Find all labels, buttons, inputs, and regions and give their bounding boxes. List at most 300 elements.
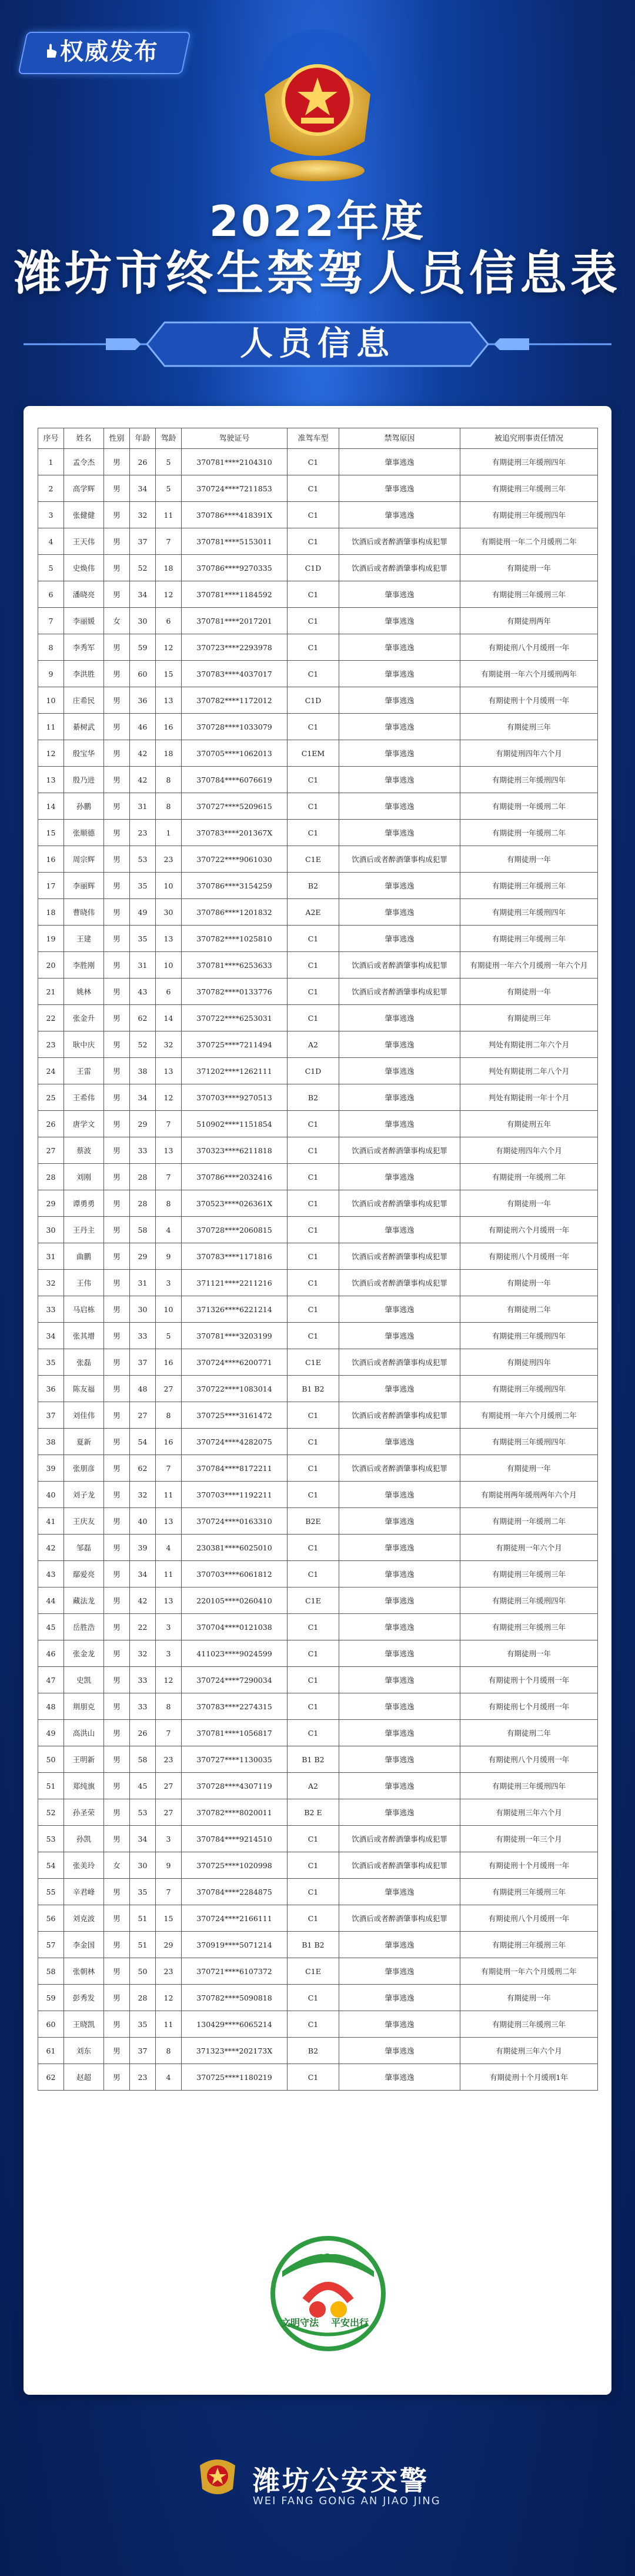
table-cell: 37 xyxy=(130,1349,156,1376)
table-cell: 唐学文 xyxy=(64,1111,104,1137)
table-row xyxy=(38,1932,598,1958)
table-cell: 肇事逃逸 xyxy=(339,1217,460,1243)
table-cell: 370724****7290034 xyxy=(182,1667,288,1693)
table-cell: 370727****1130035 xyxy=(182,1746,288,1773)
table-cell: 肇事逃逸 xyxy=(339,1587,460,1614)
table-cell: 刘刚 xyxy=(64,1164,104,1190)
table-cell: 35 xyxy=(130,2011,156,2038)
table-cell: 有期徒刑三年缓刑三年 xyxy=(460,1614,598,1640)
table-cell: 綦树武 xyxy=(64,714,104,740)
table-cell: 李金国 xyxy=(64,1932,104,1958)
table-cell: 13 xyxy=(156,1587,182,1614)
table-cell: 370722****6253031 xyxy=(182,1005,288,1031)
table-cell: 有期徒刑七个月缓刑一年 xyxy=(460,1693,598,1720)
table-cell: 370781****5153011 xyxy=(182,528,288,555)
table-cell: 有期徒刑一年 xyxy=(460,979,598,1005)
table-cell: 王雷 xyxy=(64,1058,104,1084)
table-cell: C1 xyxy=(288,1270,339,1296)
table-cell: 32 xyxy=(130,502,156,528)
table-cell: 有期徒刑一年缓刑二年 xyxy=(460,1164,598,1190)
table-cell: 男 xyxy=(104,899,130,926)
table-row xyxy=(38,1031,598,1058)
table-cell: 肇事逃逸 xyxy=(339,1005,460,1031)
table-header-row xyxy=(38,428,598,449)
table-cell: 有期徒刑六个月缓刑一年 xyxy=(460,1217,598,1243)
table-cell: 10 xyxy=(156,1296,182,1323)
table-cell: 370784****2284875 xyxy=(182,1879,288,1905)
column-header: 禁驾原因 xyxy=(339,428,460,449)
table-cell: 陈友福 xyxy=(64,1376,104,1402)
table-cell: 男 xyxy=(104,1508,130,1535)
table-cell: 16 xyxy=(156,1429,182,1455)
table-cell: 王希伟 xyxy=(64,1084,104,1111)
table-row xyxy=(38,952,598,979)
table-row xyxy=(38,1535,598,1561)
table-cell: 肇事逃逸 xyxy=(339,2064,460,2091)
table-cell: 肇事逃逸 xyxy=(339,1879,460,1905)
table-row xyxy=(38,1799,598,1826)
table-cell: 4 xyxy=(156,1535,182,1561)
table-cell: 370703****1192211 xyxy=(182,1482,288,1508)
table-cell: 39 xyxy=(130,1535,156,1561)
table-cell: 23 xyxy=(38,1031,64,1058)
table-cell: 62 xyxy=(38,2064,64,2091)
section-title: 人员信息 xyxy=(240,325,395,363)
table-cell: 28 xyxy=(38,1164,64,1190)
table-cell: 肇事逃逸 xyxy=(339,1482,460,1508)
table-cell: 56 xyxy=(38,1905,64,1932)
table-cell: 判处有期徒刑一年十个月 xyxy=(460,1084,598,1111)
table-cell: 高洪山 xyxy=(64,1720,104,1746)
table-row xyxy=(38,1243,598,1270)
table-cell: 饮酒后或者醉酒肇事构成犯罪 xyxy=(339,1826,460,1852)
table-cell: 曹晓伟 xyxy=(64,899,104,926)
table-cell: 4 xyxy=(38,528,64,555)
table-cell: 孙鹏 xyxy=(64,793,104,820)
table-cell: 男 xyxy=(104,767,130,793)
table-cell: 男 xyxy=(104,2064,130,2091)
table-cell: 男 xyxy=(104,1587,130,1614)
table-cell: 12 xyxy=(156,1667,182,1693)
table-cell: 刘东 xyxy=(64,2038,104,2064)
table-cell: 10 xyxy=(38,687,64,714)
table-cell: 李洪胜 xyxy=(64,661,104,687)
table-cell: 肇事逃逸 xyxy=(339,1958,460,1985)
table-row xyxy=(38,1190,598,1217)
table-cell: 35 xyxy=(38,1349,64,1376)
table-cell: 38 xyxy=(130,1058,156,1084)
table-cell: 有期徒刑三年缓刑四年 xyxy=(460,1323,598,1349)
table-cell: 男 xyxy=(104,1005,130,1031)
table-cell: 男 xyxy=(104,820,130,846)
table-cell: 8 xyxy=(38,634,64,661)
table-cell: 王伟 xyxy=(64,1270,104,1296)
table-row xyxy=(38,767,598,793)
table-cell: C1 xyxy=(288,475,339,502)
table-cell: C1 xyxy=(288,2011,339,2038)
table-cell: 男 xyxy=(104,926,130,952)
table-cell: 27 xyxy=(38,1137,64,1164)
table-row xyxy=(38,979,598,1005)
table-cell: 54 xyxy=(38,1852,64,1879)
table-cell: 肇事逃逸 xyxy=(339,1561,460,1587)
table-cell: 有期徒刑二年 xyxy=(460,1296,598,1323)
brand-pinyin: WEI FANG GONG AN JIAO JING xyxy=(253,2495,441,2507)
table-row xyxy=(38,1323,598,1349)
table-row xyxy=(38,846,598,873)
table-cell: 370722****1083014 xyxy=(182,1376,288,1402)
table-cell: 14 xyxy=(38,793,64,820)
table-cell: 15 xyxy=(156,1905,182,1932)
table-cell: 46 xyxy=(38,1640,64,1667)
column-header: 性别 xyxy=(104,428,130,449)
table-row xyxy=(38,1879,598,1905)
table-cell: 男 xyxy=(104,1799,130,1826)
table-cell: C1 xyxy=(288,1482,339,1508)
table-cell: 24 xyxy=(38,1058,64,1084)
table-cell: 370786****1201832 xyxy=(182,899,288,926)
table-cell: 370725****1180219 xyxy=(182,2064,288,2091)
table-cell: 370725****1020998 xyxy=(182,1852,288,1879)
table-cell: C1 xyxy=(288,608,339,634)
table-cell: 60 xyxy=(130,661,156,687)
table-cell: 男 xyxy=(104,1985,130,2011)
table-cell: 30 xyxy=(38,1217,64,1243)
table-cell: 5 xyxy=(156,475,182,502)
table-cell: 42 xyxy=(130,767,156,793)
table-cell: 45 xyxy=(130,1773,156,1799)
table-cell: 男 xyxy=(104,1932,130,1958)
table-cell: 有期徒刑三年六个月 xyxy=(460,2038,598,2064)
table-cell: 30 xyxy=(130,608,156,634)
table-cell: 有期徒刑三年六个月 xyxy=(460,1799,598,1826)
column-header: 驾驶证号 xyxy=(182,428,288,449)
table-cell: 男 xyxy=(104,1296,130,1323)
table-cell: 9 xyxy=(156,1852,182,1879)
table-cell: 肇事逃逸 xyxy=(339,502,460,528)
table-cell: 有期徒刑一年缓刑二年 xyxy=(460,820,598,846)
table-cell: C1 xyxy=(288,793,339,820)
table-cell: 李胜刚 xyxy=(64,952,104,979)
table-cell: 有期徒刑一年 xyxy=(460,846,598,873)
table-cell: B1 B2 xyxy=(288,1376,339,1402)
table-cell: 23 xyxy=(156,846,182,873)
table-cell: 饮酒后或者醉酒肇事构成犯罪 xyxy=(339,979,460,1005)
table-cell: 男 xyxy=(104,1773,130,1799)
table-cell: C1 xyxy=(288,1535,339,1561)
table-cell: 29 xyxy=(156,1932,182,1958)
column-header: 序号 xyxy=(38,428,64,449)
table-cell: 8 xyxy=(156,2038,182,2064)
table-cell: 48 xyxy=(38,1693,64,1720)
table-cell: 8 xyxy=(156,793,182,820)
table-cell: 有期徒刑三年缓刑三年 xyxy=(460,873,598,899)
table-cell: 男 xyxy=(104,1720,130,1746)
table-cell: 28 xyxy=(130,1164,156,1190)
table-cell: 男 xyxy=(104,1137,130,1164)
table-cell: A2 xyxy=(288,1031,339,1058)
table-cell: 12 xyxy=(38,740,64,767)
table-cell: 57 xyxy=(38,1932,64,1958)
table-cell: 男 xyxy=(104,1879,130,1905)
table-cell: 13 xyxy=(156,1508,182,1535)
table-row xyxy=(38,608,598,634)
table-cell: 男 xyxy=(104,528,130,555)
table-row xyxy=(38,1614,598,1640)
table-row xyxy=(38,581,598,608)
table-cell: 370728****1033079 xyxy=(182,714,288,740)
table-cell: 王天伟 xyxy=(64,528,104,555)
table-cell: 370783****4037017 xyxy=(182,661,288,687)
table-cell: 肇事逃逸 xyxy=(339,767,460,793)
table-cell: C1 xyxy=(288,714,339,740)
table-cell: 男 xyxy=(104,634,130,661)
table-row xyxy=(38,528,598,555)
table-cell: C1 xyxy=(288,1561,339,1587)
table-cell: 张顺德 xyxy=(64,820,104,846)
table-cell: C1 xyxy=(288,502,339,528)
table-cell: 220105****0260410 xyxy=(182,1587,288,1614)
table-cell: 40 xyxy=(130,1508,156,1535)
table-cell: 王丹主 xyxy=(64,1217,104,1243)
table-row xyxy=(38,687,598,714)
table-cell: 夏新 xyxy=(64,1429,104,1455)
table-cell: 370786****9270335 xyxy=(182,555,288,581)
table-cell: 有期徒刑十个月缓刑一年 xyxy=(460,687,598,714)
table-cell: 肇事逃逸 xyxy=(339,926,460,952)
table-cell: 52 xyxy=(38,1799,64,1826)
table-cell: 1 xyxy=(38,449,64,475)
table-cell: 男 xyxy=(104,687,130,714)
table-cell: 有期徒刑一年 xyxy=(460,555,598,581)
table-row xyxy=(38,1693,598,1720)
table-cell: 有期徒刑八个月缓刑一年 xyxy=(460,1905,598,1932)
table-cell: 饮酒后或者醉酒肇事构成犯罪 xyxy=(339,1455,460,1482)
table-cell: C1 xyxy=(288,1429,339,1455)
table-cell: 14 xyxy=(156,1005,182,1031)
table-cell: 370782****5090818 xyxy=(182,1985,288,2011)
table-cell: 26 xyxy=(130,1720,156,1746)
table-cell: 肇事逃逸 xyxy=(339,634,460,661)
table-cell: 16 xyxy=(156,714,182,740)
table-cell: 肇事逃逸 xyxy=(339,740,460,767)
table-cell: 有期徒刑四年 xyxy=(460,1349,598,1376)
table-cell: 34 xyxy=(130,1084,156,1111)
table-cell: 371323****202173X xyxy=(182,2038,288,2064)
table-cell: 肇事逃逸 xyxy=(339,1693,460,1720)
table-cell: 有期徒刑三年 xyxy=(460,714,598,740)
table-cell: 有期徒刑三年缓刑四年 xyxy=(460,1773,598,1799)
table-cell: 370703****9270513 xyxy=(182,1084,288,1111)
table-cell: 有期徒刑三年缓刑四年 xyxy=(460,1429,598,1455)
table-cell: 孙凯 xyxy=(64,1826,104,1852)
table-cell: 有期徒刑两年 xyxy=(460,608,598,634)
table-row xyxy=(38,740,598,767)
table-cell: 5 xyxy=(156,1323,182,1349)
table-cell: C1E xyxy=(288,1349,339,1376)
table-cell: C1 xyxy=(288,1217,339,1243)
table-cell: 58 xyxy=(38,1958,64,1985)
table-cell: C1 xyxy=(288,581,339,608)
table-cell: 男 xyxy=(104,873,130,899)
table-cell: 男 xyxy=(104,1084,130,1111)
table-cell: 18 xyxy=(156,740,182,767)
table-cell: 肇事逃逸 xyxy=(339,1985,460,2011)
table-cell: 饮酒后或者醉酒肇事构成犯罪 xyxy=(339,1905,460,1932)
table-cell: 22 xyxy=(38,1005,64,1031)
table-cell: 耿中庆 xyxy=(64,1031,104,1058)
table-row xyxy=(38,1429,598,1455)
table-cell: 370704****0121038 xyxy=(182,1614,288,1640)
table-cell: B1 B2 xyxy=(288,1746,339,1773)
table-cell: 43 xyxy=(38,1561,64,1587)
table-cell: 13 xyxy=(156,687,182,714)
table-cell: 370728****2060815 xyxy=(182,1217,288,1243)
table-cell: 有期徒刑十个月缓刑一年 xyxy=(460,1667,598,1693)
table-cell: B2 xyxy=(288,2038,339,2064)
table-row xyxy=(38,2064,598,2091)
table-cell: 有期徒刑一年缓刑二年 xyxy=(460,1508,598,1535)
table-cell: 有期徒刑三年缓刑四年 xyxy=(460,449,598,475)
table-cell: 370724****2166111 xyxy=(182,1905,288,1932)
table-row xyxy=(38,714,598,740)
table-row xyxy=(38,1084,598,1111)
table-cell: 肇事逃逸 xyxy=(339,1164,460,1190)
table-cell: 62 xyxy=(130,1005,156,1031)
table-cell: 31 xyxy=(38,1243,64,1270)
table-cell: 殷乃进 xyxy=(64,767,104,793)
table-cell: 史焕伟 xyxy=(64,555,104,581)
table-cell: 有期徒刑八个月缓刑一年 xyxy=(460,1746,598,1773)
table-cell: 370725****3161472 xyxy=(182,1402,288,1429)
table-cell: 饮酒后或者醉酒肇事构成犯罪 xyxy=(339,555,460,581)
driver-ban-table xyxy=(38,428,598,2091)
table-cell: 51 xyxy=(130,1905,156,1932)
table-cell: 有期徒刑三年缓刑三年 xyxy=(460,2011,598,2038)
table-cell: B2 E xyxy=(288,1799,339,1826)
table-row xyxy=(38,1482,598,1508)
table-cell: 7 xyxy=(38,608,64,634)
table-cell: 45 xyxy=(38,1614,64,1640)
table-cell: 有期徒刑八个月缓刑一年 xyxy=(460,634,598,661)
table-cell: 32 xyxy=(130,1482,156,1508)
table-row xyxy=(38,449,598,475)
table-cell: C1E xyxy=(288,1587,339,1614)
table-cell: 男 xyxy=(104,714,130,740)
table-cell: 男 xyxy=(104,1958,130,1985)
table-cell: 肇事逃逸 xyxy=(339,1508,460,1535)
table-cell: 11 xyxy=(156,2011,182,2038)
table-cell: 53 xyxy=(130,846,156,873)
table-cell: 孟令杰 xyxy=(64,449,104,475)
table-cell: 59 xyxy=(130,634,156,661)
table-cell: 370721****6107372 xyxy=(182,1958,288,1985)
table-cell: 13 xyxy=(38,767,64,793)
table-cell: 刘佳伟 xyxy=(64,1402,104,1429)
table-cell: 371121****2211216 xyxy=(182,1270,288,1296)
table-cell: 23 xyxy=(156,1958,182,1985)
table-cell: 48 xyxy=(130,1376,156,1402)
table-cell: 谭勇勇 xyxy=(64,1190,104,1217)
table-cell: 饮酒后或者醉酒肇事构成犯罪 xyxy=(339,1243,460,1270)
table-cell: 女 xyxy=(104,1852,130,1879)
table-cell: 9 xyxy=(156,1243,182,1270)
table-cell: B2E xyxy=(288,1508,339,1535)
table-cell: 6 xyxy=(38,581,64,608)
table-cell: 31 xyxy=(130,793,156,820)
table-cell: 370781****6253633 xyxy=(182,952,288,979)
table-row xyxy=(38,1587,598,1614)
table-cell: 有期徒刑五年 xyxy=(460,1111,598,1137)
table-cell: 25 xyxy=(38,1084,64,1111)
table-cell: 16 xyxy=(156,1349,182,1376)
table-cell: 男 xyxy=(104,952,130,979)
table-cell: 37 xyxy=(38,1402,64,1429)
table-cell: 张金龙 xyxy=(64,1640,104,1667)
table-row xyxy=(38,1720,598,1746)
table-cell: 30 xyxy=(130,1852,156,1879)
table-cell: 370703****6061812 xyxy=(182,1561,288,1587)
table-cell: 28 xyxy=(130,1985,156,2011)
table-row xyxy=(38,1667,598,1693)
table-cell: 有期徒刑一年 xyxy=(460,1455,598,1482)
table-cell: 370784****8172211 xyxy=(182,1455,288,1482)
table-cell: 肇事逃逸 xyxy=(339,1614,460,1640)
table-cell: 肇事逃逸 xyxy=(339,1799,460,1826)
table-cell: 男 xyxy=(104,1376,130,1402)
table-row xyxy=(38,1058,598,1084)
logo-slogan-right: 平安出行 xyxy=(330,2317,369,2328)
brand-name: 潍坊公安交警 xyxy=(253,2465,429,2497)
table-cell: 35 xyxy=(130,926,156,952)
table-cell: 371202****1262111 xyxy=(182,1058,288,1084)
table-cell: 6 xyxy=(156,979,182,1005)
table-cell: 12 xyxy=(156,1985,182,2011)
table-cell: 判处有期徒刑二年六个月 xyxy=(460,1031,598,1058)
table-cell: 肇事逃逸 xyxy=(339,608,460,634)
table-cell: 28 xyxy=(130,1190,156,1217)
table-cell: B1 B2 xyxy=(288,1932,339,1958)
table-cell: 王建 xyxy=(64,926,104,952)
table-cell: 40 xyxy=(38,1482,64,1508)
table-cell: 36 xyxy=(130,687,156,714)
table-cell: 孙圣荣 xyxy=(64,1799,104,1826)
table-cell: C1D xyxy=(288,555,339,581)
table-cell: 3 xyxy=(38,502,64,528)
table-cell: 2 xyxy=(38,475,64,502)
table-cell: 29 xyxy=(130,1111,156,1137)
table-cell: 12 xyxy=(156,634,182,661)
table-row xyxy=(38,634,598,661)
table-cell: 男 xyxy=(104,1429,130,1455)
table-cell: 岳胜浩 xyxy=(64,1614,104,1640)
table-cell: 7 xyxy=(156,1879,182,1905)
table-cell: 男 xyxy=(104,2011,130,2038)
table-cell: C1 xyxy=(288,1826,339,1852)
table-cell: 肇事逃逸 xyxy=(339,1535,460,1561)
table-cell: 46 xyxy=(130,714,156,740)
table-cell: 50 xyxy=(38,1746,64,1773)
table-cell: 370723****2293978 xyxy=(182,634,288,661)
table-cell: 13 xyxy=(156,926,182,952)
table-cell: 肇事逃逸 xyxy=(339,1667,460,1693)
table-cell: 7 xyxy=(156,1455,182,1482)
table-cell: C1 xyxy=(288,952,339,979)
table-cell: 9 xyxy=(38,661,64,687)
table-cell: 肇事逃逸 xyxy=(339,1058,460,1084)
table-cell: 42 xyxy=(130,740,156,767)
table-cell: 38 xyxy=(38,1429,64,1455)
